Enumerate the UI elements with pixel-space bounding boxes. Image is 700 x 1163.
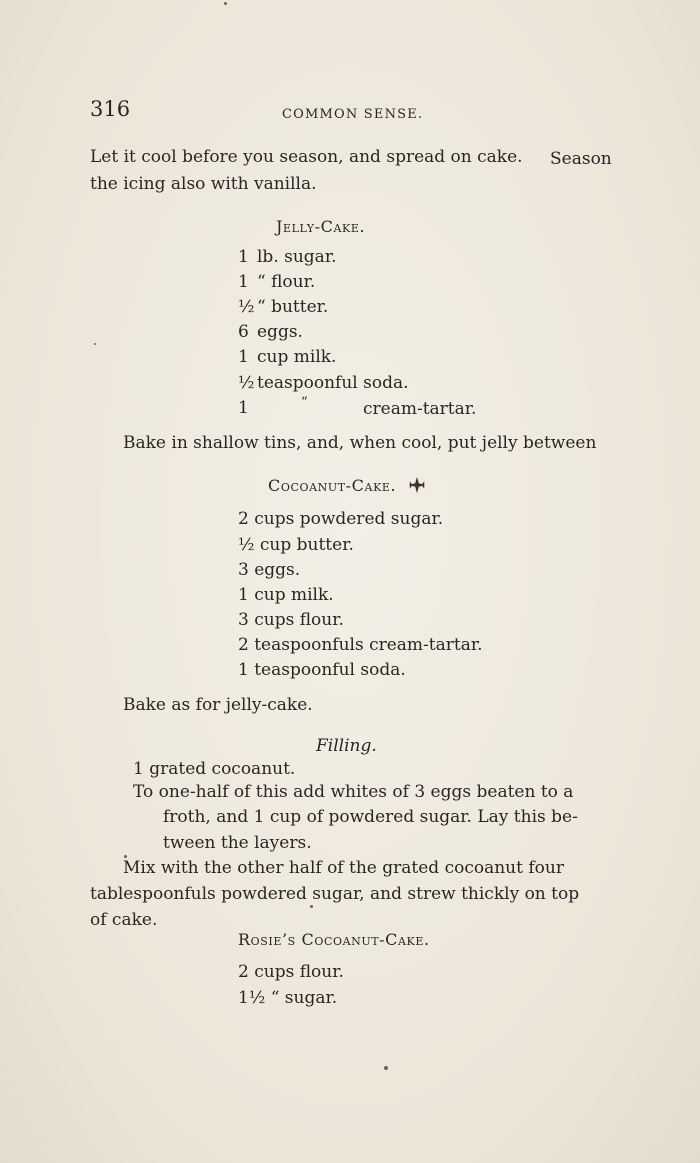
ditto-mark: “: [301, 395, 308, 410]
ingredient-qty: 1: [238, 247, 249, 267]
paper-speck: [94, 343, 96, 345]
intro-line-1-tail: Season: [550, 149, 612, 169]
cocoanut-cake-heading: [268, 476, 426, 495]
ingredient-qty: 1: [238, 347, 249, 367]
ingredient-line: 3 cups flour.: [238, 610, 344, 630]
paper-speck: [124, 855, 127, 858]
ingredient-qty: 1: [238, 398, 249, 418]
filling-para1-line: To one-half of this add whites of 3 eggs beaten to a: [133, 782, 574, 802]
filling-para2-line: Mix with the other half of the grated cocoanut four: [123, 858, 564, 878]
filling-para2-line: of cake.: [90, 910, 158, 930]
jelly-cake-instruction: Bake in shallow tins, and, when cool, put jelly between: [123, 433, 597, 453]
filling-para1-line: froth, and 1 cup of powdered sugar. Lay this be-: [163, 807, 578, 827]
ingredient-item: eggs.: [257, 322, 303, 342]
jelly-cake-heading: Jelly-Cake.: [276, 217, 366, 236]
filling-para1-line: tween the layers.: [163, 833, 312, 853]
ingredient-qty: 6: [238, 322, 249, 342]
ingredient-qty: 1: [238, 272, 249, 292]
ingredient-item: cup milk.: [257, 347, 337, 367]
filling-line-1: 1 grated cocoanut.: [133, 759, 296, 779]
paper-speck: [310, 905, 313, 908]
paper-speck: [384, 1066, 388, 1070]
ingredient-line: 2 teaspoonfuls cream-tartar.: [238, 635, 483, 655]
filling-heading: Filling.: [316, 736, 377, 756]
ingredient-line: 1 teaspoonful soda.: [238, 660, 406, 680]
filling-para2-line: tablespoonfuls powdered sugar, and strew thickly on top: [90, 884, 580, 904]
ingredient-line: 2 cups powdered sugar.: [238, 509, 444, 529]
ingredient-item: “ butter.: [257, 297, 329, 317]
ingredient-line: ½ cup butter.: [238, 535, 354, 555]
ingredient-qty: ½: [238, 373, 255, 393]
ingredient-line: 3 eggs.: [238, 560, 301, 580]
paper-speck: [224, 2, 227, 5]
ingredient-line: 1 cup milk.: [238, 585, 334, 605]
rosies-cake-heading: Rosie’s Cocoanut-Cake.: [238, 930, 430, 949]
ingredient-qty: ½: [238, 297, 255, 317]
ingredient-item: lb. sugar.: [257, 247, 337, 267]
ingredient-item: teaspoonful soda.: [257, 373, 409, 393]
ingredient-item: “ flour.: [257, 272, 316, 292]
intro-line-1: Let it cool before you season, and spread on cake.: [90, 147, 523, 167]
maltese-cross-icon: [408, 476, 426, 494]
ingredient-line: 1½ “ sugar.: [238, 988, 338, 1008]
ingredient-item: cream-tartar.: [363, 399, 477, 419]
cocoanut-cake-title: Cocoanut-Cake.: [268, 476, 397, 495]
cocoanut-cake-instruction: Bake as for jelly-cake.: [123, 695, 313, 715]
intro-line-2: the icing also with vanilla.: [90, 174, 317, 194]
running-title: COMMON SENSE.: [282, 107, 424, 122]
page-number: 316: [90, 97, 131, 121]
ingredient-line: 2 cups flour.: [238, 962, 344, 982]
